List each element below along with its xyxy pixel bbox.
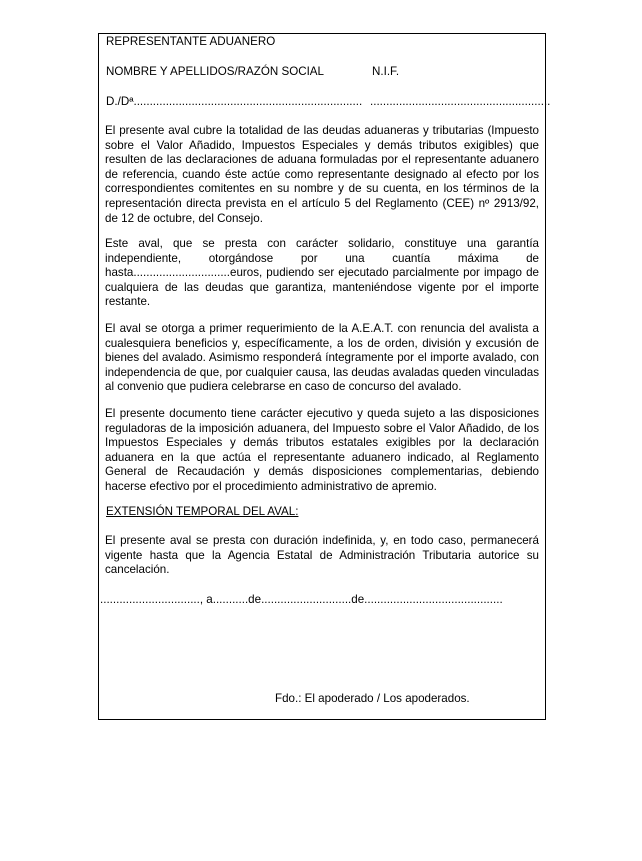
paragraph-executive: El presente documento tiene carácter ejecutivo y queda sujeto a las disposiciones reguladoras de la imposición aduanera, del Impuesto sobre el Valor Añadido, de los Impuestos Especiales y demás tributos estatales exigibles por la declaración aduanera en la que actúa el representante aduanero indicado, al Reglamento General de Recaudación y demás disposiciones complementarias, debiendo hacerse efectivo por el procedimiento administrativo de apremio. bbox=[105, 407, 539, 493]
signature-line: Fdo.: El apoderado / Los apoderados. bbox=[275, 692, 470, 705]
paragraph-duration: El presente aval se presta con duración indefinida, y, en todo caso, permanecerá vigente hasta que la Agencia Estatal de Administración Tributaria autorice su cancelación. bbox=[105, 534, 539, 577]
name-label: NOMBRE Y APELLIDOS/RAZÓN SOCIAL bbox=[106, 65, 324, 78]
nif-value-line: ........................................................ bbox=[370, 95, 551, 108]
section-heading: EXTENSIÓN TEMPORAL DEL AVAL: bbox=[106, 505, 299, 518]
document-title: REPRESENTANTE ADUANERO bbox=[106, 35, 276, 48]
paragraph-amount: Este aval, que se presta con carácter solidario, constituye una garantía independiente, otorgándose por una cuantía máxima de hasta..............................euros, pudiendo ser ejecutado parcialmente por impago de cualquiera de las deudas que garantiza, manteniéndose vigente por el importe restante. bbox=[105, 237, 539, 309]
dd-name-line: D./Dª....................................................................... bbox=[106, 95, 363, 108]
place-date-line: ..............................., a...........de............................de........................................... bbox=[100, 593, 503, 606]
paragraph-scope: El presente aval cubre la totalidad de las deudas aduaneras y tributarias (Impuesto sobre el Valor Añadido, Impuestos Especiales y demás tributos exigibles) que resulten de las declaraciones de aduana formuladas por el representante aduanero de referencia, cuando éste actúe como representante designado al efecto por los correspondientes comitentes en su nombre y de su cuenta, en los términos de la representación directa prevista en el artículo 5 del Reglamento (CEE) nº 2913/92, de 12 de octubre, del Consejo. bbox=[105, 124, 539, 225]
paragraph-first-demand: El aval se otorga a primer requerimiento de la A.E.A.T. con renuncia del avalista a cualesquiera beneficios y, específicamente, a los de orden, división y excusión de bienes del avalado. Asimismo responderá íntegramente por el importe avalado, con independencia de que, por cualquier causa, las deudas avaladas queden vinculadas al convenio que pudiera celebrarse en caso de concurso del avalado. bbox=[105, 322, 539, 394]
nif-label: N.I.F. bbox=[372, 65, 400, 78]
